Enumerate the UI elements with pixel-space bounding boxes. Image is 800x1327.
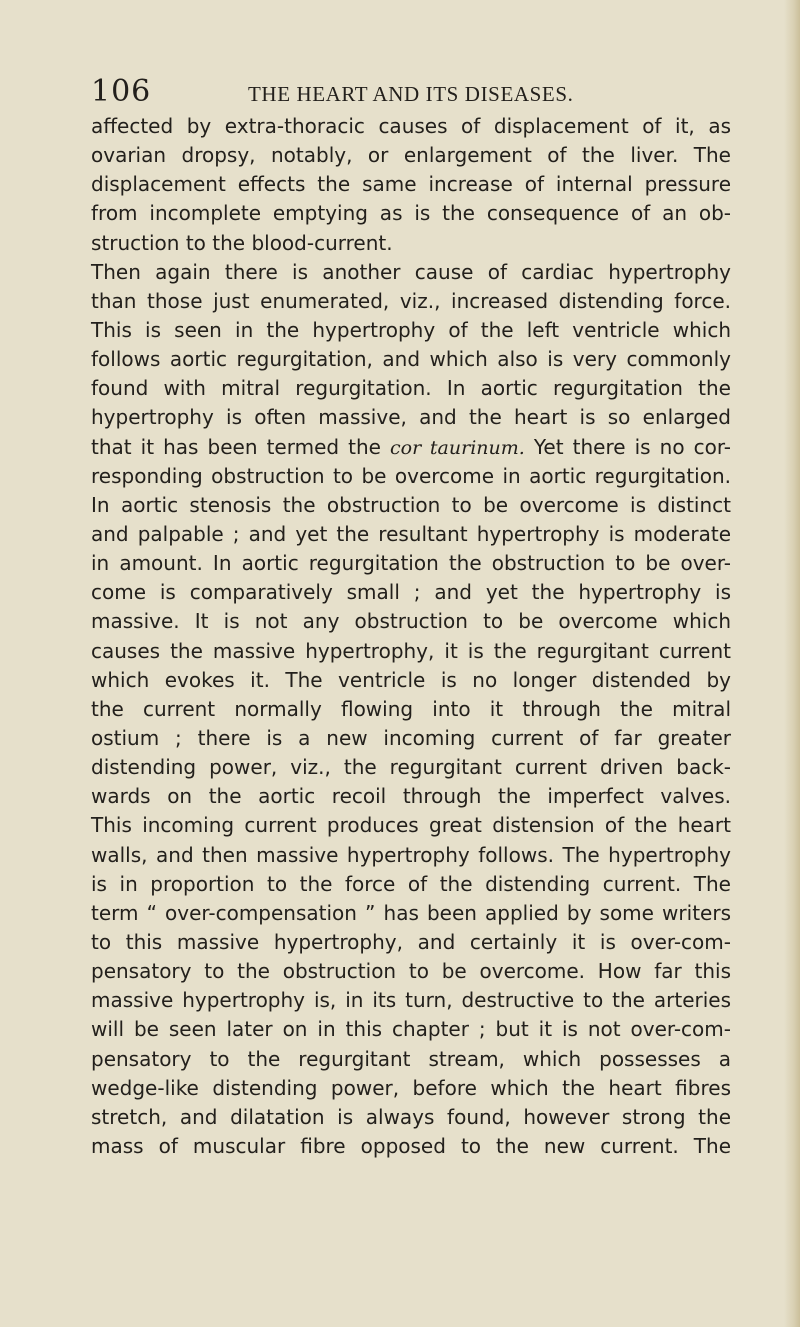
text-segment: that it has been termed the xyxy=(91,434,391,459)
text-line: the current normally flowing into it through the mitral xyxy=(91,696,731,721)
text-line: come is comparatively small ; and yet the hypertrophy is xyxy=(91,580,731,605)
running-head xyxy=(91,74,731,114)
text-line: found with mitral regurgitation. In aortic regurgitation the xyxy=(91,376,731,401)
text-line: displacement effects the same increase of internal pressure xyxy=(91,172,731,197)
text-line: will be seen later on in this chapter ; but it is not over-com- xyxy=(91,1017,731,1042)
text-segment: Yet there is no cor- xyxy=(524,434,732,459)
page-number: 106 xyxy=(91,74,152,109)
italic-term: cor taurinum. xyxy=(390,436,525,459)
text-line: wards on the aortic recoil through the imperfect valves. xyxy=(91,784,731,809)
text-line: which evokes it. The ventricle is no longer distended by xyxy=(91,667,731,692)
text-line: to this massive hypertrophy, and certainly it is over-com- xyxy=(91,929,731,954)
text-line: wedge-like distending power, before which the heart fibres xyxy=(91,1075,731,1100)
text-line: from incomplete emptying as is the consequence of an ob- xyxy=(91,201,731,226)
text-line: struction to the blood-current. xyxy=(91,230,393,255)
text-line: than those just enumerated, viz., increased distending force. xyxy=(91,288,731,313)
page-edge xyxy=(784,0,800,1327)
text-line: mass of muscular fibre opposed to the new current. The xyxy=(91,1133,731,1158)
text-line: This incoming current produces great distension of the heart xyxy=(91,813,731,838)
text-line: distending power, viz., the regurgitant current driven back- xyxy=(91,755,731,780)
text-line: responding obstruction to be overcome in aortic regurgitation. xyxy=(91,463,731,488)
running-title: THE HEART AND ITS DISEASES. xyxy=(248,82,574,106)
text-line: pensatory to the obstruction to be overcome. How far this xyxy=(91,959,731,984)
text-line: In aortic stenosis the obstruction to be overcome is distinct xyxy=(91,492,731,517)
text-line: hypertrophy is often massive, and the heart is so enlarged xyxy=(91,405,731,430)
text-line: walls, and then massive hypertrophy follows. The hypertrophy xyxy=(91,842,731,867)
text-line: in amount. In aortic regurgitation the obstruction to be over- xyxy=(91,551,731,576)
text-line: Then again there is another cause of cardiac hypertrophy xyxy=(91,259,731,284)
text-line: term “ over-compensation ” has been applied by some writers xyxy=(91,900,731,925)
text-line: This is seen in the hypertrophy of the left ventricle which xyxy=(91,317,731,342)
text-line: pensatory to the regurgitant stream, which possesses a xyxy=(91,1046,731,1071)
text-line: follows aortic regurgitation, and which also is very commonly xyxy=(91,347,731,372)
text-line: massive hypertrophy is, in its turn, destructive to the arteries xyxy=(91,988,731,1013)
text-line: ovarian dropsy, notably, or enlargement of the liver. The xyxy=(91,143,731,168)
text-line: and palpable ; and yet the resultant hypertrophy is moderate xyxy=(91,521,731,546)
text-line: massive. It is not any obstruction to be overcome which xyxy=(91,609,731,634)
text-line: stretch, and dilatation is always found, however strong the xyxy=(91,1104,731,1129)
text-line: is in proportion to the force of the distending current. The xyxy=(91,871,731,896)
text-line-with-italic xyxy=(91,433,731,462)
text-line: ostium ; there is a new incoming current of far greater xyxy=(91,725,731,750)
text-line: causes the massive hypertrophy, it is the regurgitant current xyxy=(91,638,731,663)
text-line: affected by extra-thoracic causes of displacement of it, as xyxy=(91,114,731,138)
body-text xyxy=(91,112,731,1161)
